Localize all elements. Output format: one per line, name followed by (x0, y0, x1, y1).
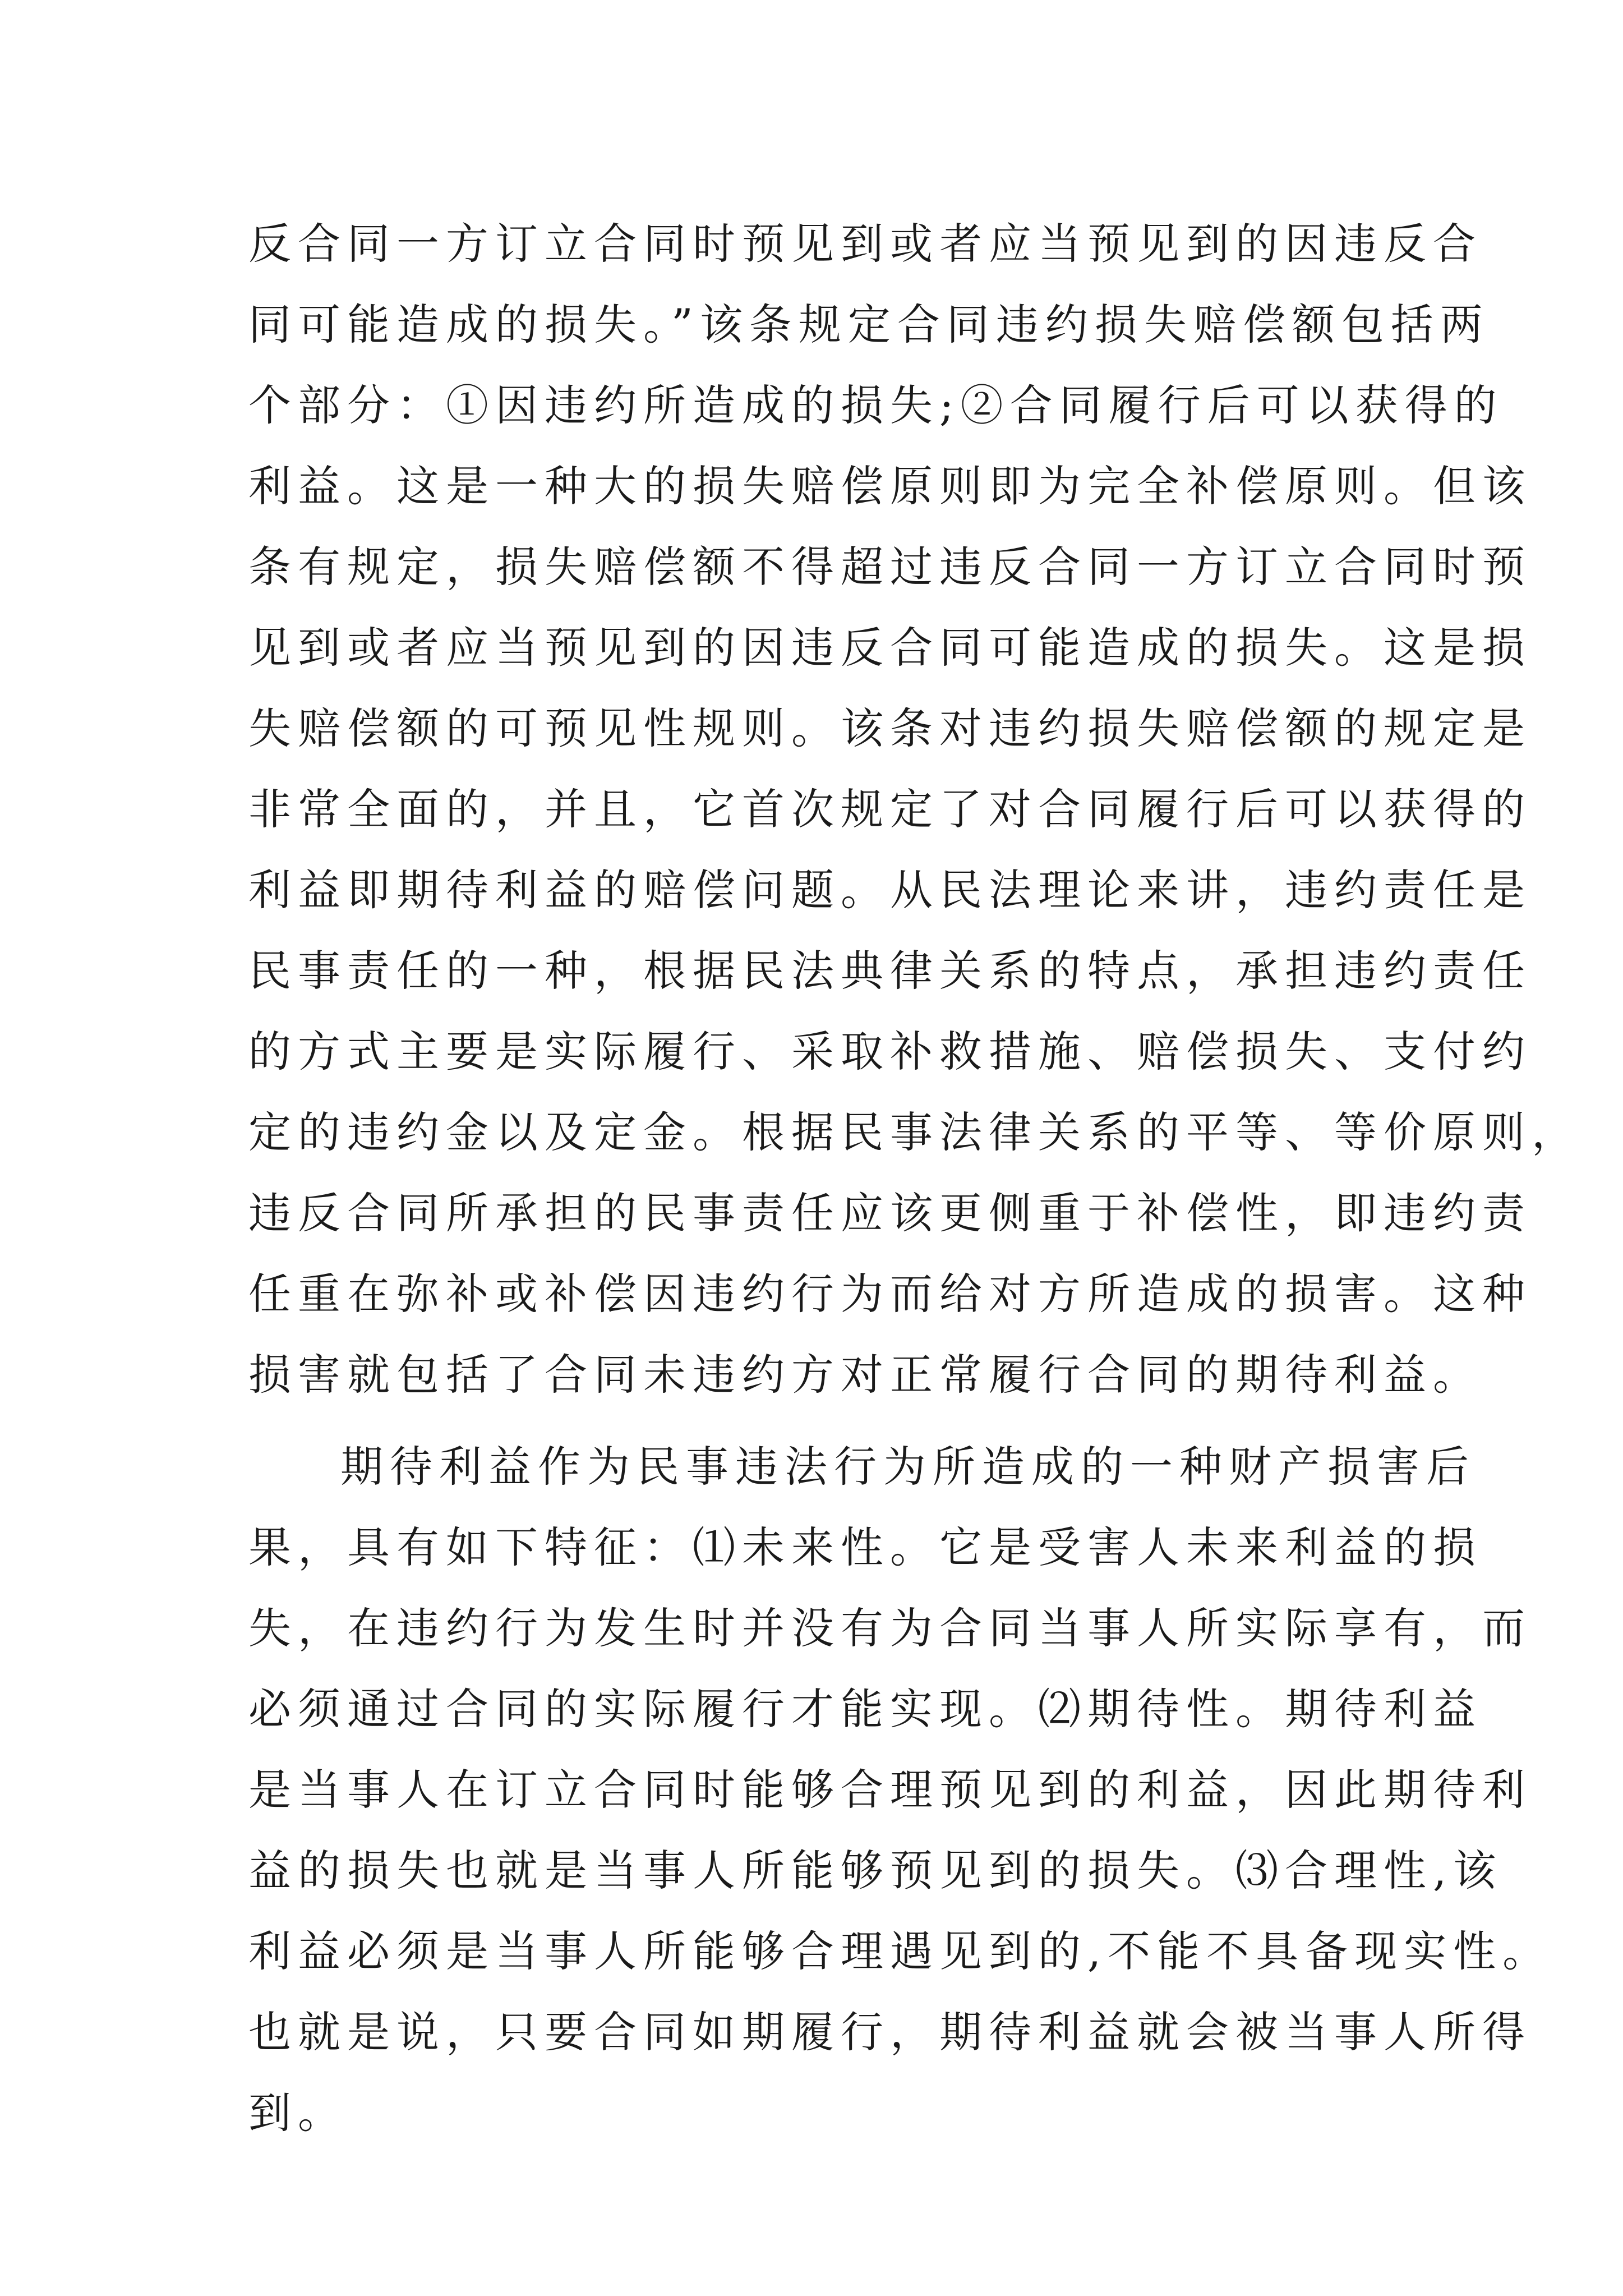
paragraph-1-line-1: 反合同一方订立合同时预见到或者应当预见到的因违反合 (248, 219, 1482, 269)
paragraph-1-line-5: 条有规定，损失赔偿额不得超过违反合同一方订立合同时预 (248, 542, 1532, 592)
paragraph-1-line-11: 的方式主要是实际履行、采取补救措施、赔偿损失、支付约 (248, 1027, 1532, 1076)
paragraph-1-line-3: 个部分：①因违约所造成的损失;②合同履行后可以获得的 (248, 380, 1504, 430)
paragraph-1-line-9: 利益即期待利益的赔偿问题。从民法理论来讲，违约责任是 (248, 865, 1532, 915)
body-text (248, 204, 1581, 2154)
paragraph-1-line-10: 民事责任的一种，根据民法典律关系的特点，承担违约责任 (248, 946, 1532, 996)
paragraph-1-line-15: 损害就包括了合同未违约方对正常履行合同的期待利益。 (248, 1350, 1482, 1400)
paragraph-1-line-8: 非常全面的，并且，它首次规定了对合同履行后可以获得的 (248, 784, 1532, 834)
paragraph-2-line-2: 果，具有如下特征：⑴未来性。它是受害人未来利益的损 (248, 1522, 1482, 1572)
paragraph-2-line-6: 益的损失也就是当事人所能够预见到的损失。⑶合理性,该 (248, 1846, 1503, 1895)
paragraph-2-line-4: 必须通过合同的实际履行才能实现。⑵期待性。期待利益 (248, 1684, 1482, 1734)
paragraph-1-line-12: 定的违约金以及定金。根据民事法律关系的平等、等价原则， (248, 1107, 1581, 1157)
paragraph-spacing (248, 1415, 1381, 1427)
paragraph-2-line-7: 利益必须是当事人所能够合理遇见到的,不能不具备现实性。 (248, 1926, 1552, 1976)
paragraph-1-line-13: 违反合同所承担的民事责任应该更侧重于补偿性，即违约责 (248, 1188, 1532, 1238)
paragraph-1-line-6: 见到或者应当预见到的因违反合同可能造成的损失。这是损 (248, 623, 1532, 673)
paragraph-2-line-1: 期待利益作为民事违法行为所造成的一种财产损害后 (340, 1442, 1476, 1492)
paragraph-1-line-14: 任重在弥补或补偿因违约行为而给对方所造成的损害。这种 (248, 1269, 1532, 1319)
paragraph-1-line-4: 利益。这是一种大的损失赔偿原则即为完全补偿原则。但该 (248, 461, 1532, 511)
paragraph-1-line-7: 失赔偿额的可预见性规则。该条对违约损失赔偿额的规定是 (248, 703, 1532, 753)
paragraph-2-line-8: 也就是说，只要合同如期履行，期待利益就会被当事人所得 (248, 2007, 1532, 2057)
paragraph-2-line-3: 失，在违约行为发生时并没有为合同当事人所实际享有，而 (248, 1603, 1532, 1653)
paragraph-1-line-2: 同可能造成的损失。”该条规定合同违约损失赔偿额包括两 (248, 300, 1490, 349)
paragraph-2-line-9: 到。 (248, 2088, 347, 2138)
paragraph-2-line-5: 是当事人在订立合同时能够合理预见到的利益，因此期待利 (248, 1765, 1532, 1815)
